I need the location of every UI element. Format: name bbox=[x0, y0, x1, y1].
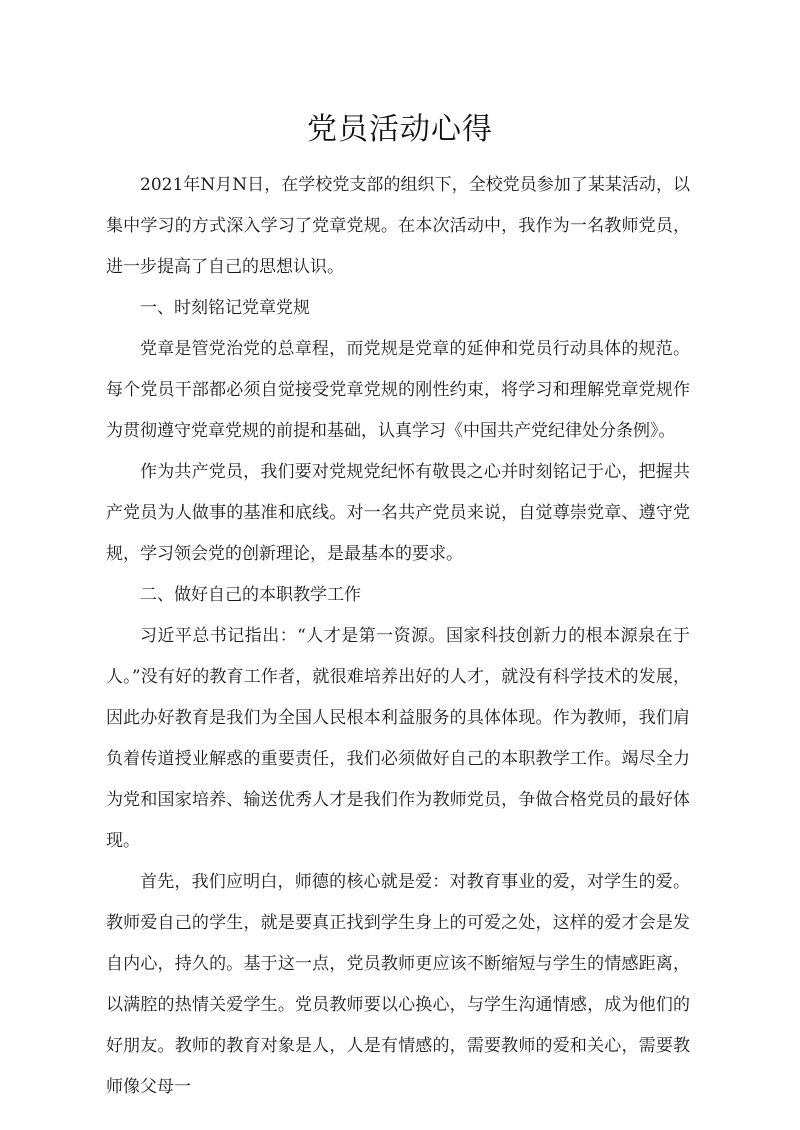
section-heading-1: 一、时刻铭记党章党规 bbox=[140, 298, 310, 318]
paragraph-party-member-duty: 作为共产党员，我们要对党规党纪怀有敬畏之心并时刻铭记于心，把握共产党员为人做事的基准和底线。对一名共产党员来说，自觉尊崇党章、遵守党规，学习领会党的创新理论，是最基本的要求。 bbox=[106, 462, 690, 564]
paragraph-talent-quote: 习近平总书记指出：“人才是第一资源。国家科技创新力的根本源泉在于人。”没有好的教育工作者，就很难培养出好的人才，就没有科学技术的发展，因此办好教育是我们为全国人民根本利益服务的具体体现。作为教师，我们肩负着传道授业解惑的重要责任，我们必须做好自己的本职教学工作。竭尽全力为党和国家培养、输送优秀人才是我们作为教师党员，争做合格党员的最好体现。 bbox=[106, 626, 690, 851]
section-heading-2: 二、做好自己的本职教学工作 bbox=[140, 585, 361, 605]
document-title: 党员活动心得 bbox=[307, 112, 493, 147]
document-body bbox=[106, 165, 690, 1108]
paragraph-party-charter: 党章是管党治党的总章程，而党规是党章的延伸和党员行动具体的规范。每个党员干部都必须自觉接受党章党规的刚性约束，将学习和理解党章党规作为贯彻遵守党章党规的前提和基础，认真学习《中国共产党纪律处分条例》。 bbox=[106, 339, 690, 441]
paragraph-intro: 2021年N月N日，在学校党支部的组织下，全校党员参加了某某活动，以集中学习的方式深入学习了党章党规。在本次活动中，我作为一名教师党员，进一步提高了自己的思想认识。 bbox=[106, 175, 690, 277]
paragraph-teacher-love: 首先，我们应明白，师德的核心就是爱：对教育事业的爱，对学生的爱。教师爱自己的学生，就是要真正找到学生身上的可爱之处，这样的爱才会是发自内心，持久的。基于这一点，党员教师更应该不断缩短与学生的情感距离，以满腔的热情关爱学生。党员教师要以心换心，与学生沟通情感，成为他们的好朋友。教师的教育对象是人，人是有情感的，需要教师的爱和关心，需要教师像父母一 bbox=[106, 872, 690, 1097]
